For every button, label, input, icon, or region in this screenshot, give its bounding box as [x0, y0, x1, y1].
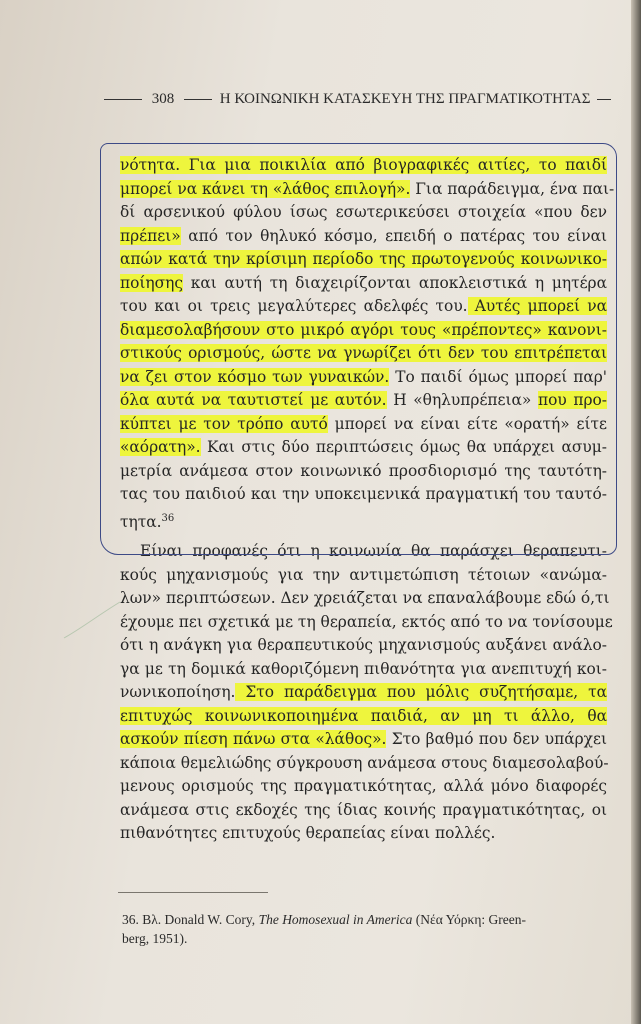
header-rule-left: [104, 99, 142, 100]
text-line: [120, 248, 607, 272]
text-segment: μενους ορισμούς της πραγματικότητας, αλλά μόνο διαφορές: [120, 777, 607, 796]
text-line: [120, 775, 607, 799]
running-header: [104, 91, 624, 111]
text-line: [120, 799, 607, 823]
text-line: [120, 752, 607, 776]
text-line: [120, 728, 607, 752]
footnote-text: 36. Βλ. Donald W. Cory,: [122, 912, 259, 927]
highlighted-text: διαμεσολαβήσουν στο μικρό αγόρι τους «πρέποντες» κανονι-: [120, 320, 607, 339]
text-line: [120, 681, 607, 705]
text-segment: Είναι προφανές ότι η κοινωνία θα παράσχει θεραπευτι-: [140, 542, 607, 561]
text-line: [120, 822, 607, 846]
footnote-line-2: berg, 1951).: [122, 931, 188, 946]
highlighted-text: να ζει στον κόσμο των γυναικών.: [120, 367, 390, 386]
text-line: [120, 634, 607, 658]
highlighted-text: «αόρατη».: [120, 438, 201, 456]
highlighted-text: στικούς ορισμούς, ώστε να γνωρίζει ότι δεν του επιτρέπεται: [120, 344, 607, 362]
highlighted-text: Στο παράδειγμα που μόλις συζητήσαμε, τα: [235, 683, 607, 702]
highlighted-text: νότητα. Για μια ποικιλία από βιογραφικές αιτίες, το παιδί: [120, 156, 607, 174]
text-segment: δί αρσενικού φύλου ίσως εσωτερικεύσει στοιχεία «που δεν: [120, 203, 607, 221]
text-segment: και αυτή τη διαχειρίζονται αποκλειστικά η μητέρα: [182, 273, 607, 292]
highlighted-text: κύπτει με τον τρόπο αυτό: [120, 414, 328, 433]
text-line: [120, 342, 607, 366]
highlighted-text: ποίησης: [120, 273, 183, 292]
text-line: [120, 366, 607, 390]
text-segment: κούς μηχανισμούς για την αντιμετώπιση τέτοιων «ανώμα-: [120, 565, 607, 584]
page-edge-shadow: [631, 0, 641, 1024]
footnote-line-1: [122, 910, 602, 929]
highlighted-text: επιτυχώς κοινωνικοποιημένα παιδιά, αν μη τι άλλο, θα: [120, 706, 607, 725]
text-line: [120, 178, 615, 202]
text-segment: ότι η ανάγκη για θεραπευτικούς μηχανισμούς αυξάνει ανάλο-: [120, 636, 607, 655]
text-line: [120, 436, 607, 460]
text-line: [120, 319, 607, 343]
text-segment: τας του παιδιού και την υποκειμενικά πραγματική του ταυτό-: [120, 485, 607, 503]
text-line: [120, 507, 607, 535]
running-title: Η ΚΟΙΝΩΝΙΚΗ ΚΑΤΑΣΚΕΥΗ ΤΗΣ ΠΡΑΓΜΑΤΙΚΟΤΗΤΑΣ: [219, 91, 591, 107]
text-line: [120, 611, 613, 635]
text-segment: πιθανότητες επιτυχούς θεραπείας είναι πολλές.: [120, 824, 496, 843]
text-segment: Και στις δύο περιπτώσεις όμως θα υπάρχει ασυμ-: [200, 438, 607, 456]
page-number: 308: [151, 91, 175, 107]
footnote-rule: [118, 892, 268, 893]
body-text: [120, 154, 615, 846]
text-segment: 36: [161, 512, 175, 524]
header-rule-middle: [184, 99, 212, 100]
highlighted-text: όλα αυτά να ταυτιστεί με αυτόν.: [120, 391, 387, 409]
text-segment: λων» περιπτώσεων. Δεν χρειάζεται να επαναλάβουμε εδώ ό,τι: [120, 589, 610, 608]
text-line: [120, 564, 607, 588]
text-segment: Στο βαθμό που δεν υπάρχει: [386, 730, 607, 749]
text-segment: Η «θηλυπρέπεια»: [386, 391, 538, 409]
text-line: [120, 413, 607, 437]
text-line: [120, 483, 607, 507]
highlighted-text: που προ-: [537, 391, 607, 409]
text-segment: Για παράδειγμα, ένα παι-: [410, 179, 615, 198]
text-segment: γα με τη δομικά καθοριζόμενη πιθανότητα για ανεπιτυχή κοι-: [120, 659, 607, 678]
text-segment: κάποια θεμελιώδης σύγκρουση ανάμεσα στους διαμεσολαβού-: [120, 753, 609, 772]
text-line: [120, 272, 607, 296]
text-line: [120, 389, 607, 413]
text-segment: έχουμε πει σχετικά με τη θεραπεία, εκτός από το να τονίσουμε: [120, 612, 613, 631]
text-line: [120, 705, 607, 729]
footnote: [122, 910, 602, 948]
footnote-text: (Νέα Υόρκη: Green-: [412, 912, 527, 927]
header-rule-right: [597, 99, 611, 100]
book-title: The Homosexual in America: [258, 912, 413, 927]
text-segment: μπορεί να είναι είτε «ορατή» είτε: [327, 414, 607, 433]
text-line: [120, 587, 610, 611]
text-line: [120, 540, 607, 564]
text-segment: ανάμεσα στις εκδοχές της ίδιας κοινής πραγματικότητας, οι: [120, 800, 607, 819]
text-segment: του και οι τρεις μεγαλύτερες αδελφές του.: [120, 297, 468, 315]
paragraph-1: [120, 154, 615, 534]
text-segment: νωνικοποίηση.: [120, 683, 236, 702]
highlighted-text: Αυτές μπορεί να: [467, 297, 607, 315]
text-line: [120, 658, 607, 682]
highlighted-text: απών κατά την κρίσιμη περίοδο της πρωτογενούς κοινωνικο-: [120, 250, 607, 268]
text-segment: τητα.: [120, 512, 162, 531]
text-segment: από τον θηλυκό κόσμο, επειδή ο πατέρας του είναι: [180, 226, 607, 245]
highlighted-text: μπορεί να κάνει τη «λάθος επιλογή».: [120, 179, 411, 198]
text-line: [120, 295, 607, 319]
text-line: [120, 225, 607, 249]
highlighted-text: πρέπει»: [120, 226, 181, 245]
text-line: [120, 154, 607, 178]
text-line: [120, 201, 607, 225]
text-segment: μετρία ανάμεσα στον κοινωνικό προσδιορισμό της ταυτότη-: [120, 461, 607, 480]
pen-stroke-mark: [62, 600, 122, 640]
text-segment: Το παιδί όμως μπορεί παρ': [389, 367, 607, 386]
highlighted-text: ασκούν πίεση πάνω στα «λάθος».: [120, 730, 387, 749]
text-line: [120, 460, 607, 484]
paragraph-2: [120, 540, 613, 846]
